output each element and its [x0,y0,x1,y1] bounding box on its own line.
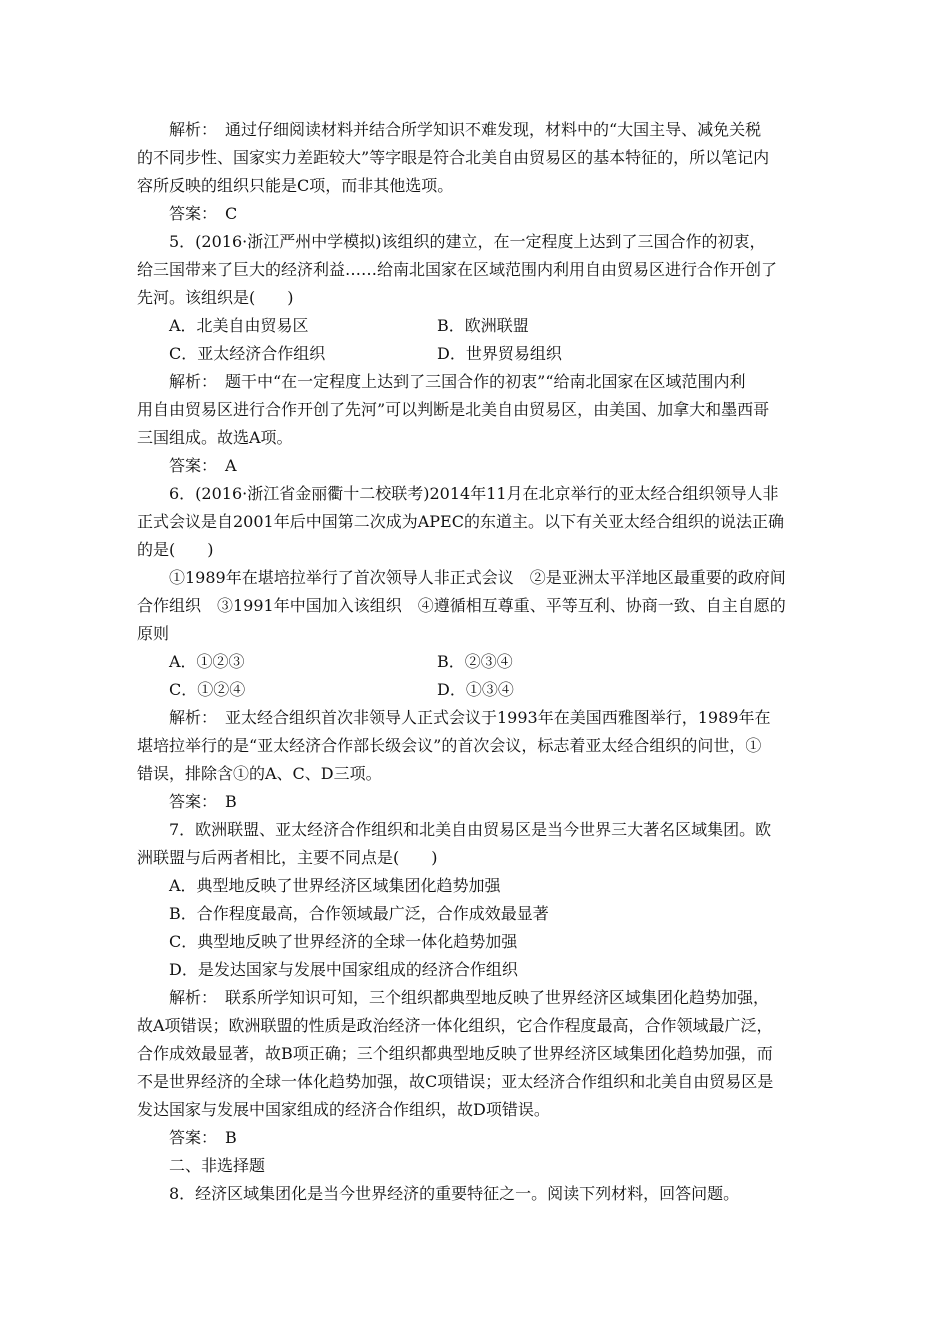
analysis-line: 三国组成。故选A项。 [137,428,293,447]
option-b: B．合作程度最高，合作领域最广泛，合作成效最显著 [169,904,549,923]
option-d: D．①③④ [437,680,514,699]
option-a: A．北美自由贸易区 [169,316,309,335]
analysis-line: 解析： 通过仔细阅读材料并结合所学知识不难发现，材料中的“大国主导、减免关税 [169,120,762,139]
analysis-line: 解析： 亚太经合组织首次非领导人正式会议于1993年在美国西雅图举行，1989年在 [169,708,771,727]
option-b: B．欧洲联盟 [437,316,529,335]
section-heading: 二、非选择题 [169,1156,266,1175]
answer-line: 答案： B [169,1128,237,1147]
analysis-line: 解析： 联系所学知识可知，三个组织都典型地反映了世界经济区域集团化趋势加强， [169,988,770,1007]
analysis-line: 发达国家与发展中国家组成的经济合作组织，故D项错误。 [137,1100,550,1119]
question-7-stem: 7．欧洲联盟、亚太经济合作组织和北美自由贸易区是当今世界三大著名区域集团。欧 [169,820,772,839]
option-b: B．②③④ [437,652,513,671]
question-7-stem: 洲联盟与后两者相比，主要不同点是( ) [137,848,438,867]
question-6-options-row [137,648,817,676]
analysis-line: 的不同步性、国家实力差距较大”等字眼是符合北美自由贸易区的基本特征的，所以笔记内 [137,148,770,167]
analysis-line: 堪培拉举行的是“亚太经济合作部长级会议”的首次会议，标志着亚太经合组织的问世，① [137,736,762,755]
option-c: C．①②④ [169,680,246,699]
question-6-stem: 6．(2016·浙江省金丽衢十二校联考)2014年11月在北京举行的亚太经合组织领导人非 [169,484,779,503]
question-5-stem: 给三国带来了巨大的经济利益……给南北国家在区域范围内利用自由贸易区进行合作开创了 [137,260,778,279]
analysis-line: 用自由贸易区进行合作开创了先河”可以判断是北美自由贸易区，由美国、加拿大和墨西哥 [137,400,770,419]
question-8-stem: 8．经济区域集团化是当今世界经济的重要特征之一。阅读下列材料，回答问题。 [169,1184,740,1203]
question-5-stem: 先河。该组织是( ) [137,288,294,307]
answer-line: 答案： B [169,792,237,811]
analysis-line: 合作成效最显著，故B项正确；三个组织都典型地反映了世界经济区域集团化趋势加强，而 [137,1044,773,1063]
question-6-statement: ①1989年在堪培拉举行了首次领导人非正式会议 ②是亚洲太平洋地区最重要的政府间 [169,568,786,587]
analysis-line: 错误，排除含①的A、C、D三项。 [137,764,382,783]
question-5-options-row [137,340,817,368]
question-6-stem: 正式会议是自2001年后中国第二次成为APEC的东道主。以下有关亚太经合组织的说法正确 [137,512,784,531]
option-d: D．是发达国家与发展中国家组成的经济合作组织 [169,960,518,979]
option-c: C．典型地反映了世界经济的全球一体化趋势加强 [169,932,518,951]
document-page [137,116,817,1208]
question-5-options-row [137,312,817,340]
analysis-line: 故A项错误；欧洲联盟的性质是政治经济一体化组织，它合作程度最高，合作领域最广泛， [137,1016,773,1035]
option-a: A．①②③ [169,652,245,671]
answer-line: 答案： A [169,456,237,475]
analysis-line: 不是世界经济的全球一体化趋势加强，故C项错误；亚太经济合作组织和北美自由贸易区是 [137,1072,774,1091]
question-6-statement: 合作组织 ③1991年中国加入该组织 ④遵循相互尊重、平等互利、协商一致、自主自愿的 [137,596,786,615]
option-d: D．世界贸易组织 [437,344,562,363]
analysis-line: 容所反映的组织只能是C项，而非其他选项。 [137,176,454,195]
question-5-stem: 5．(2016·浙江严州中学模拟)该组织的建立，在一定程度上达到了三国合作的初衷， [169,232,766,251]
question-6-options-row [137,676,817,704]
option-a: A．典型地反映了世界经济区域集团化趋势加强 [169,876,501,895]
option-c: C．亚太经济合作组织 [169,344,326,363]
analysis-line: 解析： 题干中“在一定程度上达到了三国合作的初衷”“给南北国家在区域范围内利 [169,372,746,391]
question-6-statement: 原则 [137,624,170,643]
question-6-stem: 的是( ) [137,540,214,559]
answer-line: 答案： C [169,204,238,223]
